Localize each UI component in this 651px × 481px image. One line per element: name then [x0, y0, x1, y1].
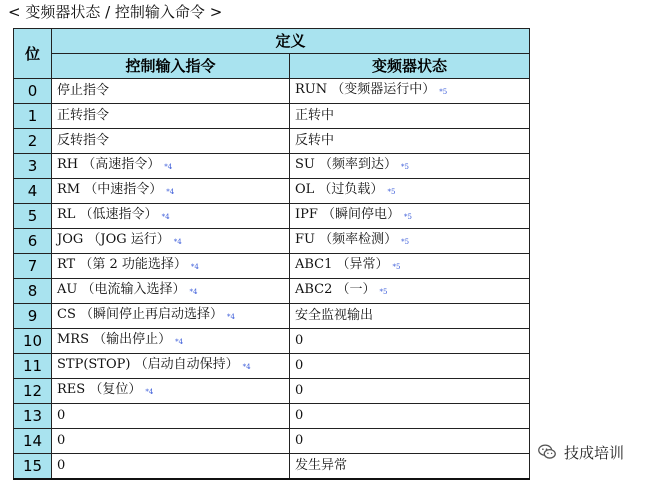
- table-row: [14, 79, 530, 104]
- footnote-ref: *4: [166, 188, 175, 196]
- bit-number: 14: [14, 429, 52, 454]
- control-input-cell: [52, 129, 290, 154]
- bit-number: 6: [14, 229, 52, 254]
- control-input-cell: [52, 154, 290, 179]
- control-input-cell: [52, 179, 290, 204]
- inverter-status-cell-text: 0: [295, 383, 304, 398]
- inverter-status-cell: [290, 279, 530, 304]
- footnote-ref: *4: [227, 313, 235, 321]
- table-row: [14, 179, 530, 204]
- table-row: [14, 104, 530, 129]
- footnote-ref: *5: [404, 213, 413, 221]
- inverter-status-cell: [290, 379, 530, 404]
- control-input-cell-text: MRS （输出停止）: [57, 332, 172, 347]
- inverter-status-cell-text: SU （频率到达）: [295, 157, 397, 172]
- control-input-cell: [52, 454, 290, 480]
- inverter-status-cell-text: 0: [295, 358, 304, 373]
- inverter-status-cell-text: 0: [295, 408, 304, 423]
- table-row: [14, 254, 530, 279]
- bit-number: 1: [14, 104, 52, 129]
- footnote-ref: *5: [379, 288, 388, 296]
- inverter-status-cell: [290, 129, 530, 154]
- control-input-cell: [52, 354, 290, 379]
- footnote-ref: *4: [242, 363, 251, 371]
- header-bit: 位: [14, 29, 52, 79]
- control-input-cell-text: JOG （JOG 运行）: [57, 232, 170, 247]
- wechat-icon: [536, 441, 558, 463]
- bit-number: 11: [14, 354, 52, 379]
- inverter-status-cell-text: 反转中: [295, 133, 335, 148]
- table-row: [14, 454, 530, 480]
- table-row: [14, 154, 530, 179]
- table-row: [14, 404, 530, 429]
- page-title: < 变频器状态 / 控制输入命令 >: [8, 3, 223, 21]
- table-row: [14, 429, 530, 454]
- bit-number: 3: [14, 154, 52, 179]
- inverter-status-cell: [290, 429, 530, 454]
- control-input-cell-text: CS （瞬间停止再启动选择）: [57, 307, 223, 322]
- inverter-status-cell: [290, 254, 530, 279]
- inverter-status-cell-text: 0: [295, 333, 304, 348]
- bit-number: 4: [14, 179, 52, 204]
- footnote-ref: *4: [161, 213, 170, 221]
- inverter-status-cell: [290, 104, 530, 129]
- footnote-ref: *5: [401, 238, 410, 246]
- footnote-ref: *4: [190, 263, 199, 271]
- control-input-cell-text: STP(STOP) （启动自动保持）: [57, 357, 239, 372]
- inverter-status-cell-text: ABC1 （异常）: [295, 257, 389, 272]
- table-row: [14, 279, 530, 304]
- header-inverter-status: 变频器状态: [290, 54, 530, 79]
- control-input-cell-text: 0: [57, 408, 66, 423]
- inverter-status-cell: [290, 204, 530, 229]
- inverter-status-cell-text: 发生异常: [295, 458, 348, 473]
- control-input-cell-text: RM （中速指令）: [57, 182, 163, 197]
- control-input-cell: [52, 279, 290, 304]
- inverter-status-cell: [290, 79, 530, 104]
- bit-number: 10: [14, 329, 52, 354]
- control-input-cell: [52, 204, 290, 229]
- bit-number: 2: [14, 129, 52, 154]
- control-input-cell: [52, 429, 290, 454]
- inverter-status-cell: [290, 404, 530, 429]
- footnote-ref: *5: [439, 88, 448, 96]
- table-row: [14, 204, 530, 229]
- header-control-input: 控制输入指令: [52, 54, 290, 79]
- table-row: [14, 129, 530, 154]
- inverter-status-cell: [290, 304, 530, 329]
- control-input-cell-text: 0: [57, 433, 66, 448]
- control-input-cell-text: RL （低速指令）: [57, 207, 158, 222]
- inverter-status-cell: [290, 154, 530, 179]
- inverter-status-cell-text: 0: [295, 433, 304, 448]
- inverter-status-cell-text: ABC2 （一）: [295, 282, 376, 297]
- watermark: [536, 440, 646, 464]
- footnote-ref: *4: [173, 238, 182, 246]
- bit-definition-table: [13, 28, 530, 480]
- inverter-status-cell: [290, 179, 530, 204]
- footnote-ref: *4: [145, 388, 154, 396]
- table-row: [14, 354, 530, 379]
- control-input-cell: [52, 104, 290, 129]
- watermark-text: 技成培训: [564, 443, 625, 462]
- control-input-cell: [52, 79, 290, 104]
- inverter-status-cell-text: RUN （变频器运行中）: [295, 82, 436, 97]
- bit-number: 7: [14, 254, 52, 279]
- bit-number: 0: [14, 79, 52, 104]
- bit-number: 15: [14, 454, 52, 480]
- footnote-ref: *5: [387, 188, 396, 196]
- control-input-cell: [52, 229, 290, 254]
- footnote-ref: *5: [392, 263, 401, 271]
- control-input-cell-text: RES （复位）: [57, 382, 142, 397]
- control-input-cell-text: 反转指令: [57, 133, 110, 148]
- bit-number: 9: [14, 304, 52, 329]
- inverter-status-cell-text: OL （过负载）: [295, 182, 384, 197]
- control-input-cell-text: AU （电流输入选择）: [57, 282, 186, 297]
- footnote-ref: *4: [189, 288, 198, 296]
- inverter-status-cell-text: 正转中: [295, 108, 335, 123]
- table-row: [14, 304, 530, 329]
- inverter-status-cell: [290, 329, 530, 354]
- header-definition: 定义: [52, 29, 530, 54]
- control-input-cell: [52, 404, 290, 429]
- inverter-status-cell: [290, 454, 530, 480]
- table-row: [14, 329, 530, 354]
- control-input-cell-text: 停止指令: [57, 83, 110, 98]
- table-row: [14, 229, 530, 254]
- footnote-ref: *5: [401, 163, 409, 171]
- bit-number: 8: [14, 279, 52, 304]
- control-input-cell: [52, 379, 290, 404]
- inverter-status-cell: [290, 229, 530, 254]
- inverter-status-cell-text: IPF （瞬间停电）: [295, 207, 401, 222]
- inverter-status-cell: [290, 354, 530, 379]
- control-input-cell-text: 正转指令: [57, 108, 110, 123]
- control-input-cell-text: 0: [57, 458, 66, 473]
- control-input-cell-text: RT （第 2 功能选择）: [57, 257, 187, 272]
- control-input-cell: [52, 304, 290, 329]
- inverter-status-cell-text: FU （频率检测）: [295, 232, 398, 247]
- control-input-cell-text: RH （高速指令）: [57, 157, 161, 172]
- footnote-ref: *4: [164, 163, 173, 171]
- control-input-cell: [52, 329, 290, 354]
- control-input-cell: [52, 254, 290, 279]
- bit-number: 12: [14, 379, 52, 404]
- footnote-ref: *4: [175, 338, 184, 346]
- bit-number: 13: [14, 404, 52, 429]
- table-row: [14, 379, 530, 404]
- bit-number: 5: [14, 204, 52, 229]
- inverter-status-cell-text: 安全监视输出: [295, 308, 374, 323]
